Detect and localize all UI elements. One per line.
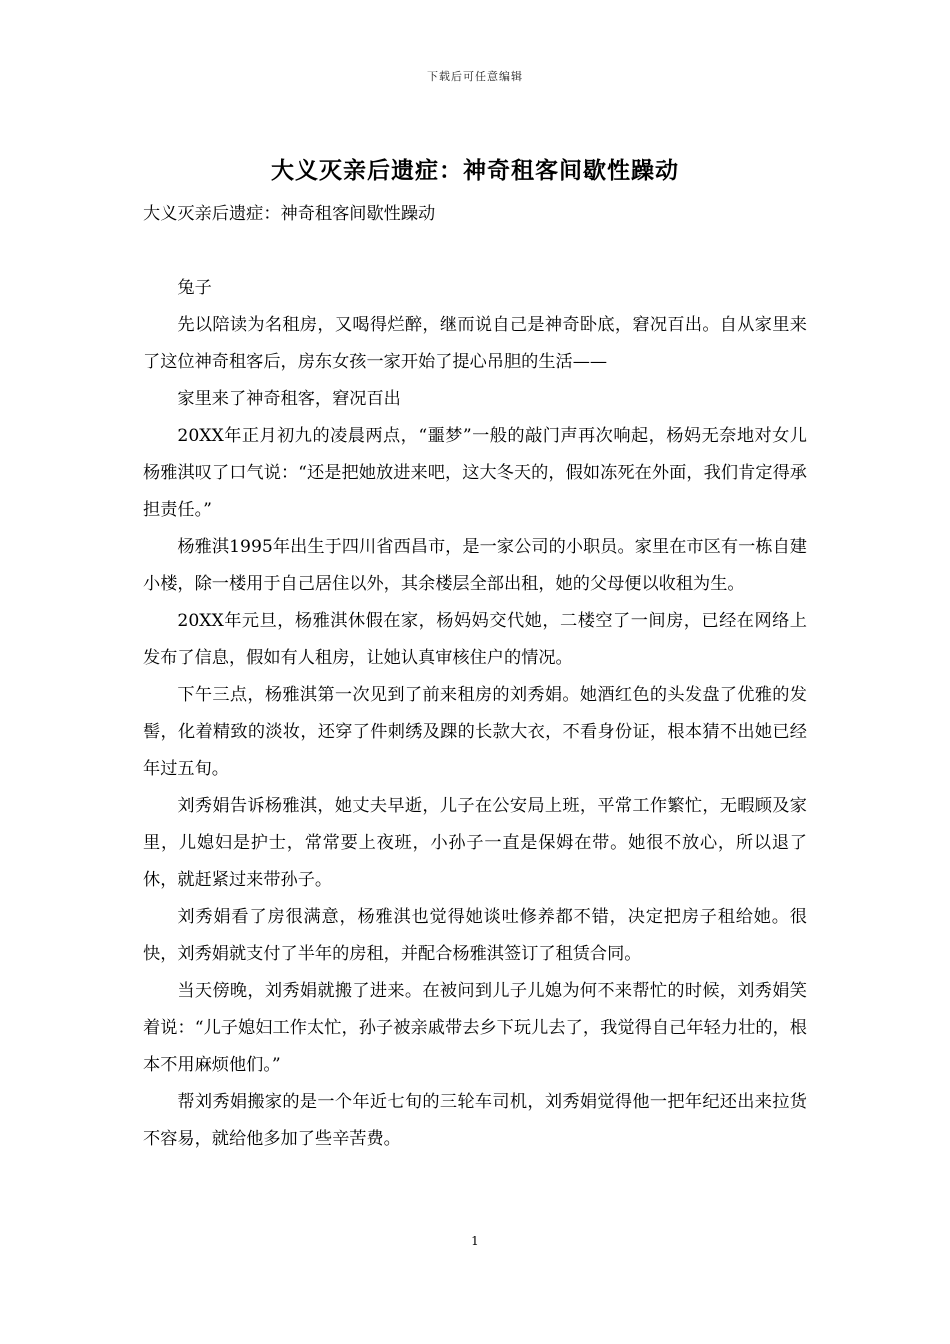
paragraph: 帮刘秀娟搬家的是一个年近七旬的三轮车司机，刘秀娟觉得他一把年纪还出来拉货不容易，就给他多加了些辛苦费。 (143, 1092, 807, 1149)
paragraph: 杨雅淇1995年出生于四川省西昌市，是一家公司的小职员。家里在市区有一栋自建小楼，除一楼用于自己居住以外，其余楼层全部出租，她的父母便以收租为生。 (143, 537, 807, 594)
paragraph: 先以陪读为名租房，又喝得烂醉，继而说自己是神奇卧底，窘况百出。自从家里来了这位神奇租客后，房东女孩一家开始了提心吊胆的生活—— (143, 315, 807, 372)
document-body (143, 196, 807, 1158)
paragraph: 20XX年正月初九的凌晨两点，“噩梦”一般的敲门声再次响起，杨妈无奈地对女儿杨雅淇叹了口气说：“还是把她放进来吧，这大冬天的，假如冻死在外面，我们肯定得承担责任。” (143, 426, 807, 520)
paragraph: 20XX年元旦，杨雅淇休假在家，杨妈妈交代她，二楼空了一间房，已经在网络上发布了信息，假如有人租房，让她认真审核住户的情况。 (143, 611, 807, 668)
blank-line (143, 233, 807, 270)
subtitle-line: 大义灭亲后遗症：神奇租客间歇性躁动 (143, 204, 436, 224)
page-number: 1 (471, 1234, 479, 1248)
document-title: 大义灭亲后遗症：神奇租客间歇性躁动 (271, 158, 679, 184)
paragraph: 刘秀娟看了房很满意，杨雅淇也觉得她谈吐修养都不错，决定把房子租给她。很快，刘秀娟就支付了半年的房租，并配合杨雅淇签订了租赁合同。 (143, 907, 807, 964)
paragraph: 下午三点，杨雅淇第一次见到了前来租房的刘秀娟。她酒红色的头发盘了优雅的发髻，化着精致的淡妆，还穿了件刺绣及踝的长款大衣，不看身份证，根本猜不出她已经年过五旬。 (143, 685, 807, 779)
paragraph: 当天傍晚，刘秀娟就搬了进来。在被问到儿子儿媳为何不来帮忙的时候，刘秀娟笑着说：“儿子媳妇工作太忙，孙子被亲戚带去乡下玩儿去了，我觉得自己年轻力壮的，根本不用麻烦他们。” (143, 981, 807, 1075)
section-heading: 家里来了神奇租客，窘况百出 (177, 389, 401, 409)
header-note: 下载后可任意编辑 (427, 70, 523, 83)
author-line: 兔子 (177, 278, 212, 298)
paragraph: 刘秀娟告诉杨雅淇，她丈夫早逝，儿子在公安局上班，平常工作繁忙，无暇顾及家里，儿媳妇是护士，常常要上夜班，小孙子一直是保姆在带。她很不放心，所以退了休，就赶紧过来带孙子。 (143, 796, 807, 890)
